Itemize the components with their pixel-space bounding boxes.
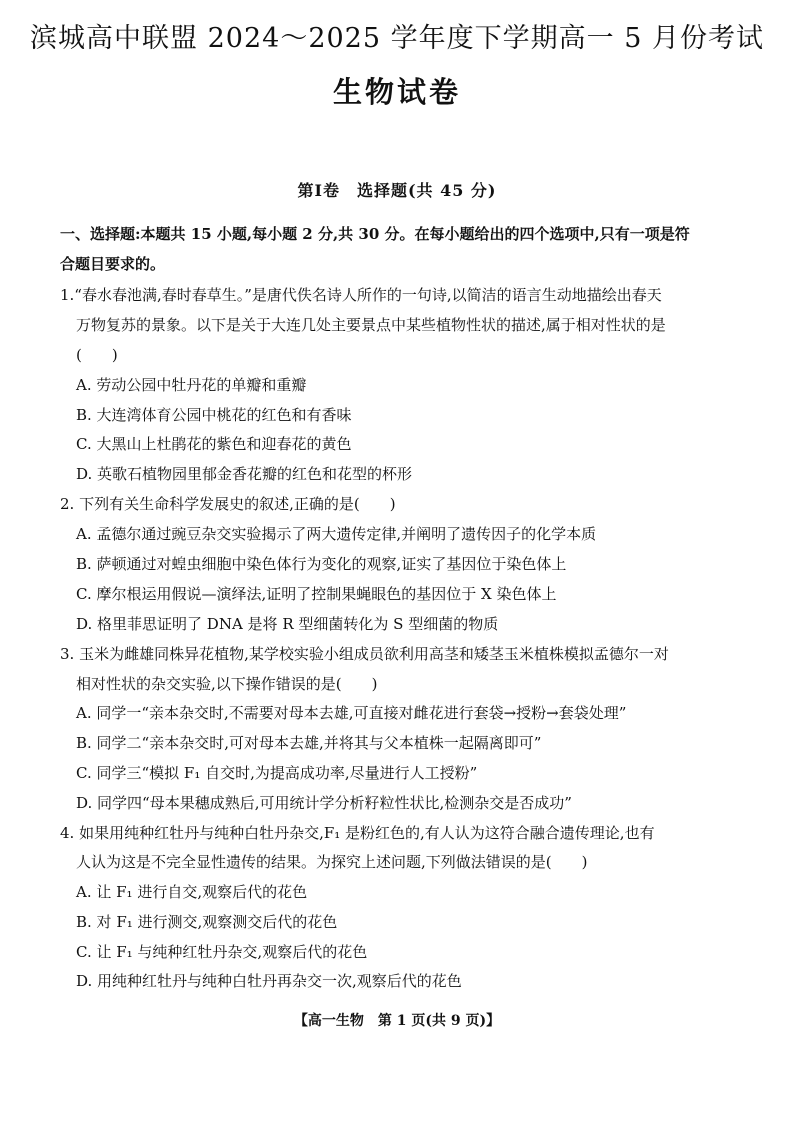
question-2-option-a: A. 孟德尔通过豌豆杂交实验揭示了两大遗传定律,并阐明了遗传因子的化学本质 [76,525,597,543]
question-4-option-b: B. 对 F₁ 进行测交,观察测交后代的花色 [76,913,338,931]
question-3-option-d: D. 同学四“母本果穗成熟后,可用统计学分析籽粒性状比,检测杂交是否成功” [76,794,572,812]
question-4-option-d: D. 用纯种红牡丹与纯种白牡丹再杂交一次,观察后代的花色 [76,972,462,990]
instructions-line-2: 合题目要求的。 [60,255,166,273]
question-1-option-d: D. 英歌石植物园里郁金香花瓣的红色和花型的杯形 [76,465,413,483]
exam-subject: 生物试卷 [332,75,461,109]
question-3-stem-line-1: 3. 玉米为雌雄同株异花植物,某学校实验小组成员欲利用高茎和矮茎玉米植株模拟孟德尔一对 [60,645,669,663]
question-1-stem-line-1: 1.“春水春池满,春时春草生。”是唐代佚名诗人所作的一句诗,以简洁的语言生动地描绘出春天 [60,286,662,304]
question-3-option-c: C. 同学三“模拟 F₁ 自交时,为提高成功率,尽量进行人工授粉” [76,764,478,782]
question-3-option-b: B. 同学二“亲本杂交时,可对母本去雄,并将其与父本植株一起隔离即可” [76,734,542,752]
question-2-option-c: C. 摩尔根运用假说—演绎法,证明了控制果蝇眼色的基因位于 X 染色体上 [76,585,557,603]
question-3-option-a: A. 同学一“亲本杂交时,不需要对母本去雄,可直接对雌花进行套袋→授粉→套袋处理” [76,704,627,722]
page-footer: 【高一生物 第 1 页(共 9 页)】 [293,1013,501,1029]
question-4-stem-line-2: 人认为这是不完全显性遗传的结果。为探究上述问题,下列做法错误的是( ) [76,853,588,871]
question-4-option-a: A. 让 F₁ 进行自交,观察后代的花色 [76,883,308,901]
question-1-option-c: C. 大黑山上杜鹃花的紫色和迎春花的黄色 [76,435,352,453]
question-2-option-d: D. 格里菲思证明了 DNA 是将 R 型细菌转化为 S 型细菌的物质 [76,615,499,633]
question-1-stem-line-2: 万物复苏的景象。以下是关于大连几处主要景点中某些植物性状的描述,属于相对性状的是 [76,316,666,334]
question-2-option-b: B. 萨顿通过对蝗虫细胞中染色体行为变化的观察,证实了基因位于染色体上 [76,555,567,573]
question-1-option-b: B. 大连湾体育公园中桃花的红色和有香味 [76,406,352,424]
exam-title: 滨城高中联盟 2024～2025 学年度下学期高一 5 月份考试 [30,23,764,54]
question-2-stem-line-1: 2. 下列有关生命科学发展史的叙述,正确的是( ) [60,495,396,513]
section-heading: 第Ⅰ卷 选择题(共 45 分) [297,181,497,200]
question-1-stem-line-3: ( ) [76,346,118,364]
question-4-stem-line-1: 4. 如果用纯种红牡丹与纯种白牡丹杂交,F₁ 是粉红色的,有人认为这符合融合遗传理论,也有 [60,824,655,842]
instructions-line-1: 一、选择题:本题共 15 小题,每小题 2 分,共 30 分。在每小题给出的四个选项中,只有一项是符 [60,225,690,243]
question-1-option-a: A. 劳动公园中牡丹花的单瓣和重瓣 [76,376,307,394]
question-3-stem-line-2: 相对性状的杂交实验,以下操作错误的是( ) [76,675,378,693]
question-4-option-c: C. 让 F₁ 与纯种红牡丹杂交,观察后代的花色 [76,943,368,961]
